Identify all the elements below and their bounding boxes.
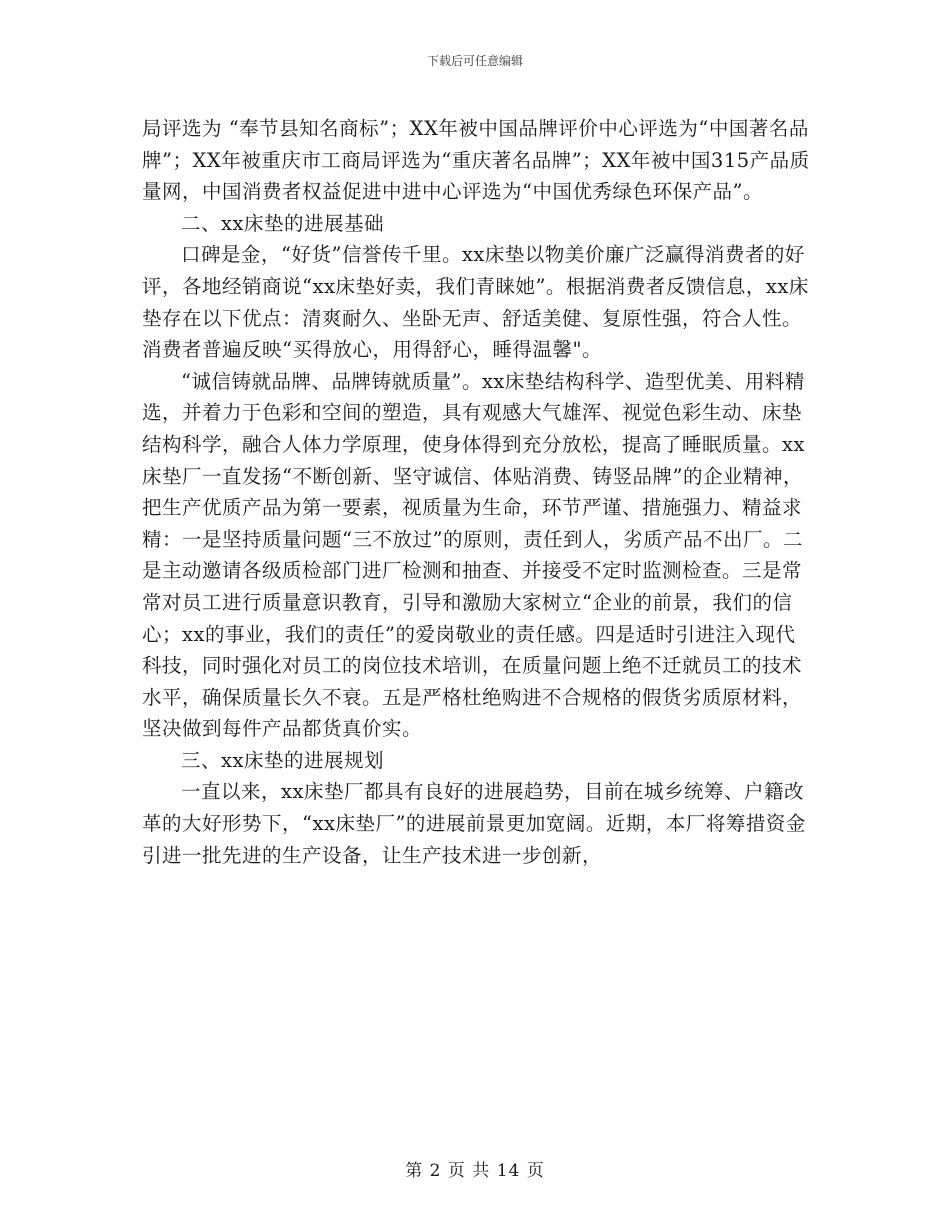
paragraph-reputation: 口碑是金，“好货”信誉传千里。xx床垫以物美价廉广泛赢得消费者的好评，各地经销商说“xx床垫好卖，我们青睐她”。根据消费者反馈信息，xx床垫存在以下优点：清爽耐久、坐卧无声、舒适美健、复原性强，符合人性。消费者普遍反映“买得放心，用得舒心，睡得温馨"。 [142, 243, 809, 362]
paragraph-plan: 一直以来，xx床垫厂都具有良好的进展趋势，目前在城乡统筹、户籍改革的大好形势下，“xx床垫厂”的进展前景更加宽阔。近期，本厂将筹措资金引进一批先进的生产设备，让生产技术进一步创新， [142, 780, 806, 867]
paragraph-awards: 局评选为 “奉节县知名商标”；XX年被中国品牌评价中心评选为“中国著名品牌”；XX年被重庆市工商局评选为“重庆著名品牌”；XX年被中国315产品质量网，中国消费者权益促进中进中心评选为“中国优秀绿色环保产品”。 [142, 117, 810, 204]
document-body [142, 113, 810, 871]
page-number: 第 2 页 共 14 页 [405, 1161, 545, 1181]
paragraph-quality: “诚信铸就品牌、品牌铸就质量”。xx床垫结构科学、造型优美、用料精选，并着力于色彩和空间的塑造，具有观感大气雄浑、视觉色彩生动、床垫结构科学，融合人体力学原理，使身体得到充分放松，提高了睡眠质量。xx床垫厂一直发扬“不断创新、坚守诚信、体贴消费、铸竖品牌”的企业精神，把生产优质产品为第一要素，视质量为生命，环节严谨、措施强力、精益求精：一是坚持质量问题“三不放过”的原则，责任到人，劣质产品不出厂。二是主动邀请各级质检部门进厂检测和抽查、并接受不定时监测检查。三是常常对员工进行质量意识教育，引导和激励大家树立“企业的前景，我们的信心；xx的事业，我们的责任”的爱岗敬业的责任感。四是适时引进注入现代科技，同时强化对员工的岗位技术培训，在质量问题上绝不迁就员工的技术水平，确保质量长久不衰。五是严格杜绝购进不合规格的假货劣质原材料，坚决做到每件产品都货真价实。 [142, 369, 805, 741]
section-heading-foundation: 二、xx床垫的进展基础 [181, 211, 384, 235]
section-heading-plan: 三、xx床垫的进展规划 [181, 748, 384, 772]
page-header: 下载后可任意编辑 [426, 54, 523, 68]
